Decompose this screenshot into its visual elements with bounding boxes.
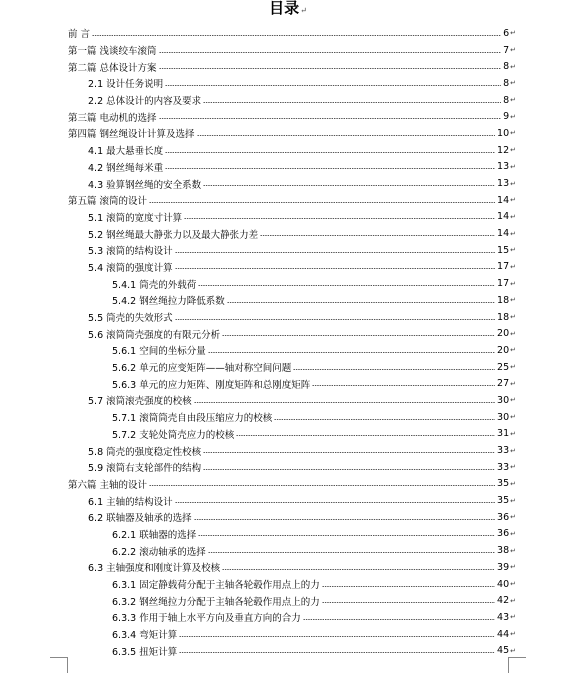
toc-entry-label: 5.3 滚筒的结构设计 [88,246,173,258]
toc-entry-page: 10 [497,127,510,139]
paragraph-mark-icon: ↵ [510,146,516,155]
toc-entry[interactable] [0,225,576,242]
toc-entry[interactable] [0,626,576,643]
paragraph-mark-icon: ↵ [510,379,516,388]
dot-leader [203,469,495,470]
dot-leader [322,586,495,587]
dot-leader [92,35,501,36]
toc-entry-label: 5.7 滚筒滚壳强度的校核 [88,396,192,408]
paragraph-mark-icon: ↵ [510,212,516,221]
toc-entry-label: 5.8 筒壳的强度稳定性校核 [88,446,202,458]
paragraph-mark-icon: ↵ [510,630,516,639]
toc-entry-page: 44 [497,628,510,640]
paragraph-mark-icon: ↵ [510,162,516,171]
toc-entry-page: 39 [497,561,510,573]
toc-entry[interactable] [0,108,576,125]
toc-entry[interactable] [0,159,576,176]
toc-entry[interactable] [0,392,576,409]
paragraph-mark-icon: ↵ [510,646,516,655]
toc-entry-page: 45 [497,645,510,657]
toc-entry[interactable] [0,42,576,59]
toc-entry-page: 20 [497,328,510,340]
paragraph-mark-icon: ↵ [510,329,516,338]
toc-entry-page: 43 [497,611,510,623]
toc-entry[interactable] [0,142,576,159]
paragraph-mark-icon: ↵ [510,129,516,138]
toc-entry-page: 14 [497,211,510,223]
dot-leader [149,202,495,203]
toc-entry-page: 7 [503,44,510,56]
toc-entry-page: 40 [497,578,510,590]
toc-entry[interactable] [0,576,576,593]
paragraph-mark-icon: ↵ [510,596,516,605]
toc-entry-label: 5.5 筒壳的失效形式 [88,313,173,325]
dot-leader [208,352,495,353]
toc-entry-page: 13 [497,178,510,190]
dot-leader [184,218,495,219]
dot-leader [312,385,495,386]
toc-entry[interactable] [0,92,576,109]
dot-leader [198,535,495,536]
toc-entry-label: 6.3.5 扭矩计算 [112,646,178,658]
dot-leader [293,369,495,370]
toc-entry[interactable] [0,25,576,42]
paragraph-mark-icon: ↵ [510,246,516,255]
toc-entry[interactable] [0,125,576,142]
dot-leader [208,552,495,553]
toc-entry[interactable] [0,442,576,459]
toc-entry-label: 5.7.1 滚筒筒壳自由段压缩应力的校核 [112,413,273,425]
dot-leader [203,452,495,453]
toc-entry[interactable] [0,476,576,493]
toc-entry-page: 38 [497,545,510,557]
toc-entry-label: 第一篇 浅谈绞车滚筒 [68,46,157,58]
toc-entry-label: 前 言 [68,29,91,41]
toc-entry[interactable] [0,459,576,476]
toc-entry-label: 5.4.1 筒壳的外载荷 [112,279,197,291]
table-of-contents [0,25,576,659]
title-text: 目录 [269,0,300,17]
paragraph-mark-icon: ↵ [510,62,516,71]
crop-mark-bottom-left-h [50,657,68,658]
toc-entry-label: 5.2 钢丝绳最大静张力以及最大静张力差 [88,229,259,241]
dot-leader [227,302,495,303]
dot-leader [194,402,495,403]
toc-entry-page: 8 [503,94,510,106]
toc-entry[interactable] [0,409,576,426]
paragraph-mark-icon: ↵ [510,479,516,488]
toc-entry-label: 6.3.1 固定静载荷分配于主轴各轮毂作用点上的力 [112,580,320,592]
paragraph-mark-icon: ↵ [510,463,516,472]
toc-entry-page: 18 [497,294,510,306]
paragraph-mark-icon: ↵ [300,6,307,15]
toc-entry[interactable] [0,492,576,509]
page-title [0,0,576,19]
crop-mark-bottom-right-h [508,657,526,658]
toc-entry[interactable] [0,609,576,626]
dot-leader [236,435,495,436]
toc-entry-label: 6.2.1 联轴器的选择 [112,529,197,541]
dot-leader [322,602,495,603]
dot-leader [175,252,495,253]
paragraph-mark-icon: ↵ [510,96,516,105]
paragraph-mark-icon: ↵ [510,262,516,271]
toc-entry-page: 35 [497,495,510,507]
toc-entry-page: 9 [503,111,510,123]
toc-entry-page: 20 [497,344,510,356]
paragraph-mark-icon: ↵ [510,546,516,555]
paragraph-mark-icon: ↵ [510,229,516,238]
toc-entry-page: 36 [497,528,510,540]
toc-entry[interactable] [0,259,576,276]
dot-leader [222,569,495,570]
toc-entry[interactable] [0,509,576,526]
toc-entry-page: 36 [497,511,510,523]
toc-entry-label: 第六篇 主轴的设计 [68,479,148,491]
toc-entry[interactable] [0,209,576,226]
paragraph-mark-icon: ↵ [510,513,516,522]
toc-entry[interactable] [0,309,576,326]
paragraph-mark-icon: ↵ [510,112,516,121]
paragraph-mark-icon: ↵ [510,179,516,188]
toc-entry-label: 5.7.2 支轮处筒壳应力的校核 [112,429,235,441]
paragraph-mark-icon: ↵ [510,529,516,538]
toc-entry-page: 17 [497,278,510,290]
toc-entry-page: 42 [497,595,510,607]
toc-entry-label: 2.2 总体设计的内容及要求 [88,96,202,108]
toc-entry[interactable] [0,192,576,209]
paragraph-mark-icon: ↵ [510,613,516,622]
paragraph-mark-icon: ↵ [510,313,516,322]
toc-entry[interactable] [0,242,576,259]
toc-entry-label: 第五篇 滚筒的设计 [68,196,148,208]
toc-entry-page: 33 [497,461,510,473]
toc-entry-page: 30 [497,411,510,423]
paragraph-mark-icon: ↵ [510,496,516,505]
dot-leader [159,118,502,119]
toc-entry-label: 5.6.3 单元的应力矩阵、刚度矩阵和总刚度矩阵 [112,379,311,391]
toc-entry-label: 6.3.2 钢丝绳拉力分配于主轴各轮毂作用点上的力 [112,596,320,608]
toc-entry-label: 6.2 联轴器及轴承的选择 [88,513,192,525]
toc-entry-page: 31 [497,428,510,440]
paragraph-mark-icon: ↵ [510,29,516,38]
paragraph-mark-icon: ↵ [510,296,516,305]
toc-entry-page: 6 [503,27,510,39]
toc-entry-label: 2.1 设计任务说明 [88,79,164,91]
toc-entry-label: 6.1 主轴的结构设计 [88,496,173,508]
toc-entry-label: 6.3.3 作用于轴上水平方向及垂直方向的合力 [112,613,301,625]
toc-entry-label: 5.4 滚筒的强度计算 [88,262,173,274]
dot-leader [175,268,495,269]
toc-entry[interactable] [0,559,576,576]
toc-entry-page: 14 [497,194,510,206]
toc-entry[interactable] [0,292,576,309]
toc-entry-page: 14 [497,228,510,240]
dot-leader [165,168,495,169]
dot-leader [179,636,495,637]
dot-leader [194,519,495,520]
dot-leader [303,619,495,620]
paragraph-mark-icon: ↵ [510,413,516,422]
toc-entry-page: 33 [497,445,510,457]
toc-entry-label: 5.1 滚筒的宽度寸计算 [88,212,183,224]
toc-entry[interactable] [0,526,576,543]
toc-entry-label: 第四篇 钢丝绳设计计算及选择 [68,129,195,141]
toc-entry[interactable] [0,359,576,376]
toc-entry-label: 4.1 最大悬垂长度 [88,146,164,158]
toc-entry-page: 8 [503,61,510,73]
toc-entry[interactable] [0,375,576,392]
toc-entry-label: 5.6.1 空间的坐标分量 [112,346,206,358]
dot-leader [159,68,502,69]
dot-leader [175,502,495,503]
dot-leader [260,235,495,236]
toc-entry-page: 18 [497,311,510,323]
paragraph-mark-icon: ↵ [510,346,516,355]
dot-leader [179,652,495,653]
dot-leader [203,185,495,186]
toc-entry-page: 30 [497,394,510,406]
dot-leader [222,335,495,336]
paragraph-mark-icon: ↵ [510,46,516,55]
toc-entry-label: 4.2 钢丝绳每米重 [88,162,164,174]
toc-entry-label: 第三篇 电动机的选择 [68,112,157,124]
paragraph-mark-icon: ↵ [510,580,516,589]
dot-leader [197,135,496,136]
toc-entry-label: 5.9 滚筒右支轮部件的结构 [88,463,202,475]
toc-entry-page: 15 [497,244,510,256]
toc-entry-label: 4.3 验算钢丝绳的安全系数 [88,179,202,191]
toc-entry[interactable] [0,58,576,75]
toc-entry[interactable] [0,592,576,609]
toc-entry[interactable] [0,342,576,359]
toc-entry-label: 5.4.2 钢丝绳拉力降低系数 [112,296,225,308]
toc-entry-label: 5.6 滚筒筒壳强度的有限元分析 [88,329,221,341]
crop-mark-bottom-left-v [67,657,68,673]
paragraph-mark-icon: ↵ [510,429,516,438]
dot-leader [159,52,502,53]
crop-mark-bottom-right-v [508,657,509,673]
paragraph-mark-icon: ↵ [510,363,516,372]
toc-entry[interactable] [0,175,576,192]
dot-leader [274,419,495,420]
toc-entry-page: 25 [497,361,510,373]
dot-leader [175,319,495,320]
toc-entry-label: 6.2.2 滚动轴承的选择 [112,546,206,558]
paragraph-mark-icon: ↵ [510,563,516,572]
toc-entry-label: 6.3.4 弯矩计算 [112,630,178,642]
toc-entry[interactable] [0,275,576,292]
dot-leader [198,285,495,286]
toc-entry-page: 17 [497,261,510,273]
paragraph-mark-icon: ↵ [510,396,516,405]
toc-entry[interactable] [0,325,576,342]
paragraph-mark-icon: ↵ [510,196,516,205]
paragraph-mark-icon: ↵ [510,279,516,288]
toc-entry-label: 6.3 主轴强度和刚度计算及校核 [88,563,221,575]
toc-entry-page: 27 [497,378,510,390]
paragraph-mark-icon: ↵ [510,446,516,455]
toc-entry-label: 5.6.2 单元的应变矩阵——轴对称空间问题 [112,363,292,375]
toc-entry-page: 35 [497,478,510,490]
paragraph-mark-icon: ↵ [510,79,516,88]
toc-entry-label: 第二篇 总体设计方案 [68,62,157,74]
dot-leader [165,152,495,153]
toc-entry[interactable] [0,75,576,92]
toc-entry-page: 12 [497,144,510,156]
toc-entry[interactable] [0,426,576,443]
dot-leader [149,485,495,486]
toc-entry[interactable] [0,642,576,659]
dot-leader [165,85,501,86]
toc-entry[interactable] [0,542,576,559]
toc-entry-page: 13 [497,161,510,173]
toc-entry-page: 8 [503,77,510,89]
dot-leader [203,102,501,103]
